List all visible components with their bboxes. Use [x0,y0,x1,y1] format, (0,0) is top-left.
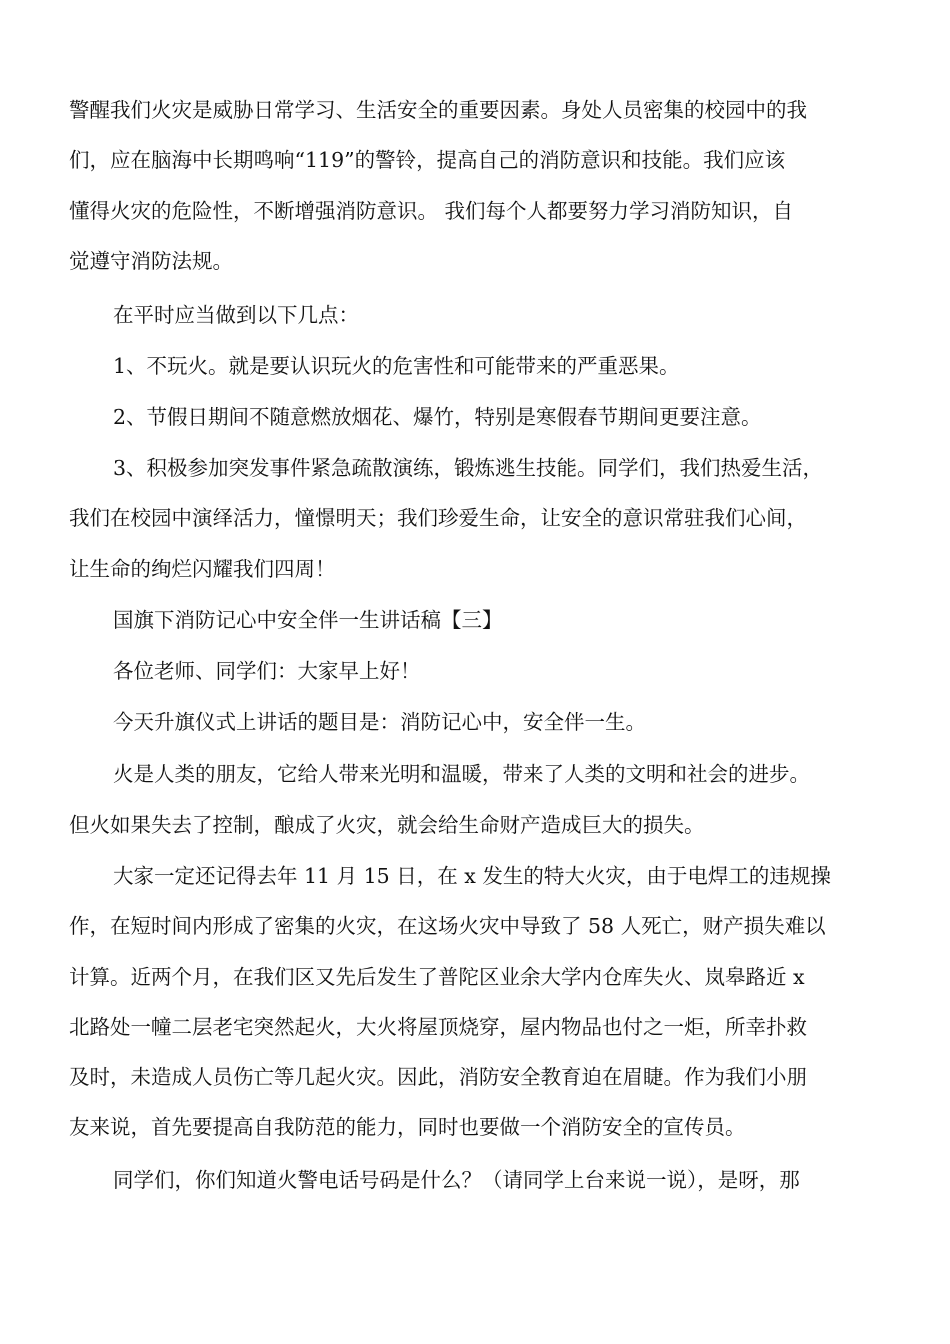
list-item-1: 1、不玩火。就是要认识玩火的危害性和可能带来的严重恶果。 [113,354,680,378]
text-line [0,196,950,226]
text-line [0,656,950,686]
text-line [0,351,950,381]
text-line [0,1012,950,1042]
paragraph-9-line-1: 火是人类的朋友，它给人带来光明和温暖，带来了人类的文明和社会的进步。 [113,762,810,786]
text-line [0,1112,950,1142]
text-line [0,145,950,175]
list-item-3-line-1: 3、积极参加突发事件紧急疏散演练，锻炼逃生技能。同学们，我们热爱生活， [113,456,824,480]
paragraph-10-line-5: 及时，未造成人员伤亡等几起火灾。因此，消防安全教育迫在眉睫。作为我们小朋 [69,1065,807,1089]
text-line [0,554,950,584]
section-heading: 国旗下消防记心中安全伴一生讲话稿【三】 [113,608,503,632]
text-line [0,707,950,737]
text-line [0,95,950,125]
text-line [0,1165,950,1195]
list-item-3-line-2: 我们在校园中演绎活力，憧憬明天；我们珍爱生命，让安全的意识常驻我们心间， [69,506,807,530]
paragraph-1-line-1: 警醒我们火灾是威胁日常学习、生活安全的重要因素。身处人员密集的校园中的我 [69,98,807,122]
text-line [0,962,950,992]
text-line [0,453,950,483]
text-line [0,402,950,432]
paragraph-1-line-3: 懂得火灾的危险性，不断增强消防意识。 我们每个人都要努力学习消防知识，自 [69,199,794,223]
text-line [0,1062,950,1092]
text-line [0,911,950,941]
text-line [0,503,950,533]
speech-topic: 今天升旗仪式上讲话的题目是：消防记心中，安全伴一生。 [113,710,646,734]
paragraph-10-line-1: 大家一定还记得去年 11 月 15 日，在 x 发生的特大火灾，由于电焊工的违规操 [113,864,831,888]
text-line [0,246,950,276]
text-line [0,605,950,635]
paragraph-10-line-2: 作，在短时间内形成了密集的火灾，在这场火灾中导致了 58 人死亡，财产损失难以 [69,914,826,938]
greeting: 各位老师、同学们：大家早上好！ [113,659,421,683]
list-item-2: 2、节假日期间不随意燃放烟花、爆竹，特别是寒假春节期间更要注意。 [113,405,762,429]
text-line [0,861,950,891]
text-line [0,810,950,840]
paragraph-2-line-1: 在平时应当做到以下几点： [113,303,359,327]
paragraph-1-line-2: 们，应在脑海中长期鸣响“119”的警铃，提高自己的消防意识和技能。我们应该 [69,148,786,172]
paragraph-10-line-4: 北路处一幢二层老宅突然起火，大火将屋顶烧穿，屋内物品也付之一炬，所幸扑救 [69,1015,807,1039]
list-item-3-line-3: 让生命的绚烂闪耀我们四周！ [69,557,336,581]
paragraph-1-line-4: 觉遵守消防法规。 [69,249,233,273]
text-line [0,759,950,789]
paragraph-10-line-6: 友来说，首先要提高自我防范的能力，同时也要做一个消防安全的宣传员。 [69,1115,746,1139]
paragraph-11-line-1: 同学们，你们知道火警电话号码是什么？（请同学上台来说一说），是呀，那 [113,1168,800,1192]
text-line [0,300,950,330]
paragraph-9-line-2: 但火如果失去了控制，酿成了火灾，就会给生命财产造成巨大的损失。 [69,813,705,837]
paragraph-10-line-3: 计算。近两个月，在我们区又先后发生了普陀区业余大学内仓库失火、岚皋路近 x [69,965,805,989]
